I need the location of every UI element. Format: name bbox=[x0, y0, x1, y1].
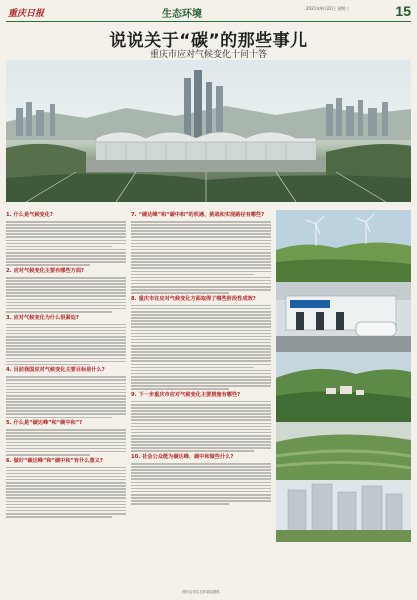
body-text bbox=[6, 467, 126, 518]
paper-name: 重庆日报 bbox=[8, 9, 45, 19]
section-heading: 4. 目前我国应对气候变化主要目标是什么? bbox=[6, 367, 105, 374]
photo-green-valley bbox=[276, 352, 411, 422]
section-heading: 6. 做好“碳达峰”和“碳中和”有什么意义? bbox=[6, 457, 103, 464]
body-text bbox=[6, 429, 126, 455]
column-1 bbox=[6, 210, 126, 519]
footer-credit: 图片由市生态环境局提供 bbox=[182, 590, 220, 594]
photo-wind-farm bbox=[276, 210, 411, 282]
section-heading: 7. “碳达峰”和“碳中和”的机遇、挑战和实现路径有哪些? bbox=[131, 212, 265, 218]
body-text bbox=[6, 324, 126, 366]
page-number: 15 bbox=[395, 3, 411, 19]
photo-terraces bbox=[276, 422, 411, 480]
subheadline: 重庆市应对气候变化十问十答 bbox=[149, 50, 267, 60]
side-photo bbox=[276, 352, 411, 422]
section-heading: 9. 下一步重庆市应对气候变化主要措施有哪些? bbox=[131, 391, 241, 398]
column-3-photos bbox=[276, 210, 411, 542]
body-text bbox=[131, 401, 271, 452]
body-text bbox=[6, 376, 126, 418]
side-photo bbox=[276, 282, 411, 352]
body-text bbox=[131, 305, 271, 390]
body-text bbox=[6, 277, 126, 313]
body-text bbox=[6, 221, 126, 266]
body-text bbox=[131, 463, 271, 505]
hero-photo-image bbox=[6, 60, 411, 202]
section-heading: 3. 应对气候变化为什么很紧迫? bbox=[6, 314, 79, 321]
side-photo bbox=[276, 422, 411, 480]
section-heading: 10. 社会公众能为碳达峰、碳中和做些什么? bbox=[131, 453, 234, 460]
section-name: 生态环境 bbox=[162, 9, 202, 20]
headline: 说说关于“碳”的那些事儿 bbox=[109, 31, 308, 51]
section-heading: 2. 应对气候变化主要有哪些方面? bbox=[6, 267, 85, 274]
section-heading: 5. 什么是“碳达峰”和“碳中和”? bbox=[6, 420, 83, 427]
side-photo bbox=[276, 210, 411, 282]
section-heading: 1. 什么是气候变化? bbox=[6, 212, 53, 218]
side-photo bbox=[276, 480, 411, 542]
photo-charging-station bbox=[276, 282, 411, 352]
photo-apartments bbox=[276, 480, 411, 542]
dateline: 2021年9月22日 星期三 bbox=[306, 6, 350, 11]
column-2 bbox=[131, 210, 271, 506]
hero-photo bbox=[6, 60, 411, 202]
body-text bbox=[131, 221, 271, 294]
section-heading: 8. 重庆市在应对气候变化方面取得了哪些阶段性成效? bbox=[131, 295, 256, 302]
masthead bbox=[6, 4, 411, 22]
